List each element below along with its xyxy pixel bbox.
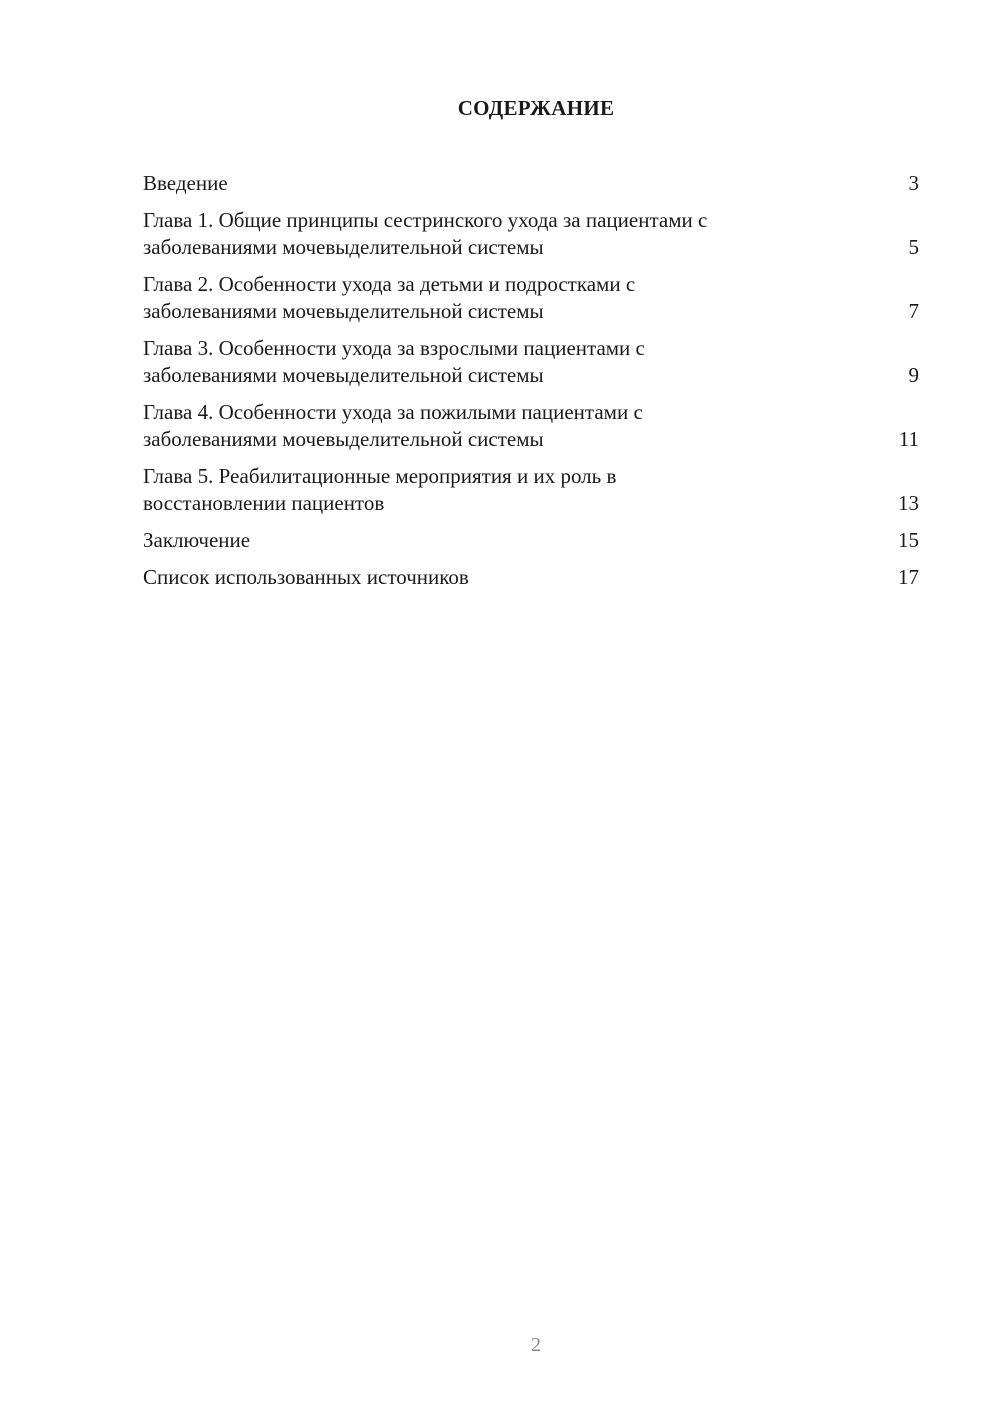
toc-entry-chapter-1: [143, 207, 919, 261]
toc-entry-page: 9: [908, 363, 919, 387]
toc-entry-page: 5: [908, 235, 919, 259]
toc-entry-page: 15: [898, 528, 919, 552]
toc-title: СОДЕРЖАНИЕ: [457, 96, 615, 120]
toc-entry-page: 7: [908, 299, 919, 323]
page-number: 2: [531, 1334, 541, 1356]
toc-entry-chapter-5: [143, 463, 919, 517]
toc-entry-page: 3: [908, 171, 919, 195]
toc-entry-references: [143, 564, 919, 591]
toc-entry-text: Глава 1. Общие принципы сестринского ухода за пациентами с заболеваниями мочевыделительной системы: [143, 208, 708, 259]
toc-entry-chapter-2: [143, 271, 919, 325]
toc-entry-text: Глава 5. Реабилитационные мероприятия и их роль в восстановлении пациентов: [143, 464, 617, 515]
toc-entry-page: 11: [898, 427, 919, 451]
toc-entry-text: Глава 3. Особенности ухода за взрослыми пациентами с заболеваниями мочевыделительной системы: [143, 336, 645, 387]
toc-entry-text: Глава 4. Особенности ухода за пожилыми пациентами с заболеваниями мочевыделительной системы: [143, 400, 643, 451]
toc-entry-chapter-4: [143, 399, 919, 453]
toc-entry-introduction: [143, 170, 919, 197]
toc-entry-conclusion: [143, 527, 919, 554]
toc-entry-text: Заключение: [143, 528, 251, 552]
toc-entry-text: Список использованных источников: [143, 565, 469, 589]
toc-entry-text: Глава 2. Особенности ухода за детьми и подростками с заболеваниями мочевыделительной системы: [143, 272, 636, 323]
toc-entry-page: 17: [898, 565, 919, 589]
toc-list: [143, 170, 919, 601]
toc-entry-text: Введение: [143, 171, 228, 195]
toc-entry-chapter-3: [143, 335, 919, 389]
toc-entry-page: 13: [898, 491, 919, 515]
